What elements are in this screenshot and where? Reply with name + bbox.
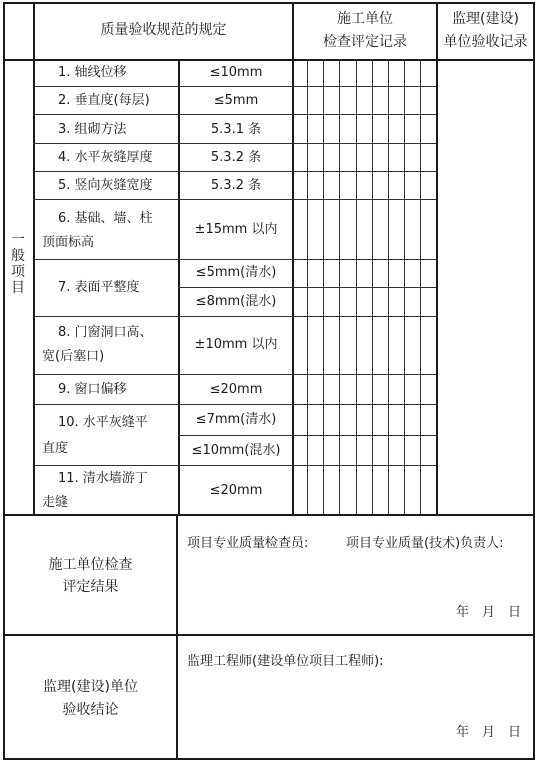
- record-grid-line: [372, 59, 373, 515]
- item-value: ≤20mm: [209, 483, 263, 498]
- items-bottom-line: [3, 514, 535, 516]
- record-grid-line: [420, 59, 421, 515]
- contractor-result-label-line1: 施工单位检查: [48, 557, 133, 573]
- header-bottom-line: [3, 59, 535, 61]
- table-top-border: [3, 2, 535, 4]
- record-grid-line: [323, 59, 324, 515]
- table-right-border: [533, 2, 535, 760]
- record-grid-line: [339, 59, 340, 515]
- supervisor-column-line: [436, 2, 438, 516]
- row-line: [33, 199, 436, 200]
- item-label: 8. 门窗洞口高、: [58, 325, 153, 340]
- item-label: 5. 竖向灰缝宽度: [58, 178, 153, 193]
- row-line: [33, 374, 436, 375]
- item-label: 10. 水平灰缝平: [58, 415, 148, 430]
- item-label-line2: 走缝: [42, 495, 69, 510]
- quality-tech-lead-label: 项目专业质量(技术)负责人:: [346, 536, 504, 551]
- item-label-line2: 宽(后塞口): [42, 349, 105, 364]
- item-label: 9. 窗口偏移: [58, 382, 127, 397]
- row-line: [33, 114, 436, 115]
- item-value: ≤5mm(清水): [195, 265, 277, 280]
- item-value: ≤20mm: [209, 382, 263, 397]
- item-value: ±15mm 以内: [194, 222, 278, 237]
- record-grid-line: [356, 59, 357, 515]
- item-value: ≤10mm: [209, 65, 263, 80]
- item-label: 4. 水平灰缝厚度: [58, 150, 153, 165]
- row-line: [33, 171, 436, 172]
- item-label: 7. 表面平整度: [58, 280, 140, 295]
- supervisor-header-line1: 监理(建设): [452, 11, 519, 27]
- item-value: ±10mm 以内: [194, 337, 278, 352]
- item-value: ≤5mm: [213, 93, 259, 108]
- row-line: [33, 259, 436, 260]
- supervising-engineer-label: 监理工程师(建设单位项目工程师):: [187, 654, 384, 669]
- item-value: 5.3.2 条: [210, 150, 262, 165]
- item-label-line2: 顶面标高: [42, 235, 95, 250]
- table-bottom-border: [3, 758, 535, 760]
- supervisor-result-label-line1: 监理(建设)单位: [43, 679, 138, 695]
- supervisor-date: 年 月 日: [456, 725, 522, 740]
- contractor-result-label-line2: 评定结果: [62, 579, 119, 595]
- table-left-border: [3, 2, 5, 760]
- spec-header: 质量验收规范的规定: [100, 22, 227, 38]
- supervisor-header-line2: 单位验收记录: [443, 34, 528, 50]
- supervisor-result-label-line2: 验收结论: [62, 702, 119, 718]
- item-label-line2: 直度: [42, 441, 69, 456]
- row-line: [33, 404, 436, 405]
- contractor-header-line2: 检查评定记录: [323, 34, 407, 50]
- item-label: 1. 轴线位移: [58, 65, 127, 80]
- record-grid-line: [307, 59, 308, 515]
- item-value: 5.3.2 条: [210, 178, 262, 193]
- row-line: [33, 465, 436, 466]
- row-line: [33, 316, 436, 317]
- item-value-alt: ≤8mm(混水): [195, 294, 277, 309]
- result-label-column-line: [176, 514, 178, 760]
- quality-inspector-label: 项目专业质量检查员:: [187, 536, 309, 551]
- contractor-date: 年 月 日: [456, 605, 522, 620]
- record-grid-line: [404, 59, 405, 515]
- row-line: [33, 86, 436, 87]
- contractor-header-line1: 施工单位: [337, 11, 393, 27]
- item-label: 6. 基础、墙、柱: [58, 211, 153, 226]
- item-value: ≤7mm(清水): [195, 412, 277, 427]
- item-label: 2. 垂直度(每层): [58, 93, 150, 108]
- item-value-alt: ≤10mm(混水): [191, 443, 281, 458]
- result-divider-line: [3, 634, 535, 636]
- category-label: 一般项目: [11, 232, 25, 296]
- record-grid-line: [388, 59, 389, 515]
- item-label: 3. 组砌方法: [58, 122, 127, 137]
- row-line: [33, 143, 436, 144]
- item-label: 11. 清水墙游丁: [58, 471, 148, 486]
- item-value: 5.3.1 条: [210, 122, 262, 137]
